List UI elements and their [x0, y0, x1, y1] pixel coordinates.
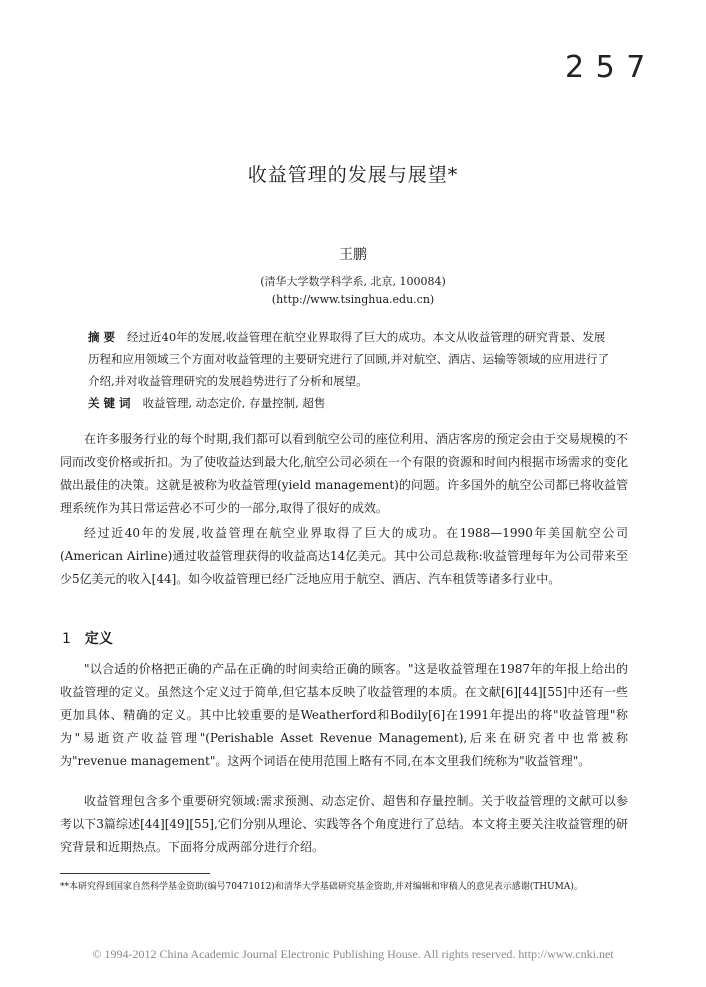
paper-title: 收益管理的发展与展望* — [247, 164, 459, 186]
page-number-mark: 2 5 7 — [565, 50, 647, 85]
footnote: **本研究得到国家自然科学基金资助(编号70471012)和清华大学基础研究基金资助,并对编辑和审稿人的意见表示感谢(THUMA)。 — [60, 882, 583, 892]
section-title: 定义 — [84, 631, 113, 647]
section-paragraph-2 — [60, 790, 628, 859]
keywords-text: 收益管理, 动态定价, 存量控制, 超售 — [142, 396, 326, 410]
copyright-notice: © 1994-2012 China Academic Journal Electronic Publishing House. All rights reserved. http://www.cnki.net — [92, 947, 614, 961]
section-number: 1 — [62, 631, 71, 647]
keywords — [88, 392, 616, 414]
paragraph-text: 经过近40年的发展,收益管理在航空业界取得了巨大的成功。在1988—1990年美国航空公司(American Airline)通过收益管理获得的收益高达14亿美元。其中公司总裁称:收益管理每年为公司带来至少5亿美元的收入[44]。如今收益管理已经广泛地应用于航空、酒店、汽车租赁等诸多行业中。 — [60, 526, 628, 586]
paragraph-text: 在许多服务行业的每个时期,我们都可以看到航空公司的座位利用、酒店客房的预定会由于交易规模的不同而改变价格或折扣。为了使收益达到最大化,航空公司必须在一个有限的资源和时间内根据市场需求的变化做出最佳的决策。这就是被称为收益管理(yield management)的问题。许多国外的航空公司都已将收益管理系统作为其日常运营必不可少的一部分,取得了很好的成效。 — [60, 432, 628, 515]
affiliation-url[interactable]: (http://www.tsinghua.edu.cn) — [271, 293, 435, 306]
author-name: 王鹏 — [339, 247, 367, 263]
abstract-text: 经过近40年的发展,收益管理在航空业界取得了巨大的成功。本文从收益管理的研究背景、发展历程和应用领域三个方面对收益管理的主要研究进行了回顾,并对航空、酒店、运输等领域的应用进行了介绍,并对收益管理研究的发展趋势进行了分析和展望。 — [88, 330, 610, 388]
paragraph-text: 收益管理包含多个重要研究领域:需求预测、动态定价、超售和存量控制。关于收益管理的文献可以参考以下3篇综述[44][49][55],它们分别从理论、实践等各个角度进行了总结。本文将主要关注收益管理的研究背景和近期热点。下面将分成两部分进行介绍。 — [60, 794, 628, 854]
abstract-label: 摘要 — [88, 330, 119, 344]
abstract — [88, 326, 616, 392]
footnote-divider — [60, 873, 210, 874]
intro-paragraph-2 — [60, 522, 628, 591]
paragraph-text: "以合适的价格把正确的产品在正确的时间卖给正确的顾客。"这是收益管理在1987年的年报上给出的收益管理的定义。虽然这个定义过于简单,但它基本反映了收益管理的本质。在文献[6][44][55]中还有一些更加具体、精确的定义。其中比较重要的是Weatherford和Bodily[6]在1991年提出的将"收益管理"称为"易逝资产收益管理"(Perishable Asset Revenue Management),后来在研究者中也常被称为"revenue management"。这两个词语在使用范围上略有不同,在本文里我们统称为"收益管理"。 — [60, 662, 628, 768]
intro-paragraph-1 — [60, 428, 628, 520]
section-heading — [62, 628, 113, 648]
keywords-label: 关键词 — [88, 396, 135, 410]
section-paragraph-1 — [60, 658, 628, 773]
author-affiliation: (清华大学数学科学系, 北京, 100084) — [260, 275, 446, 288]
